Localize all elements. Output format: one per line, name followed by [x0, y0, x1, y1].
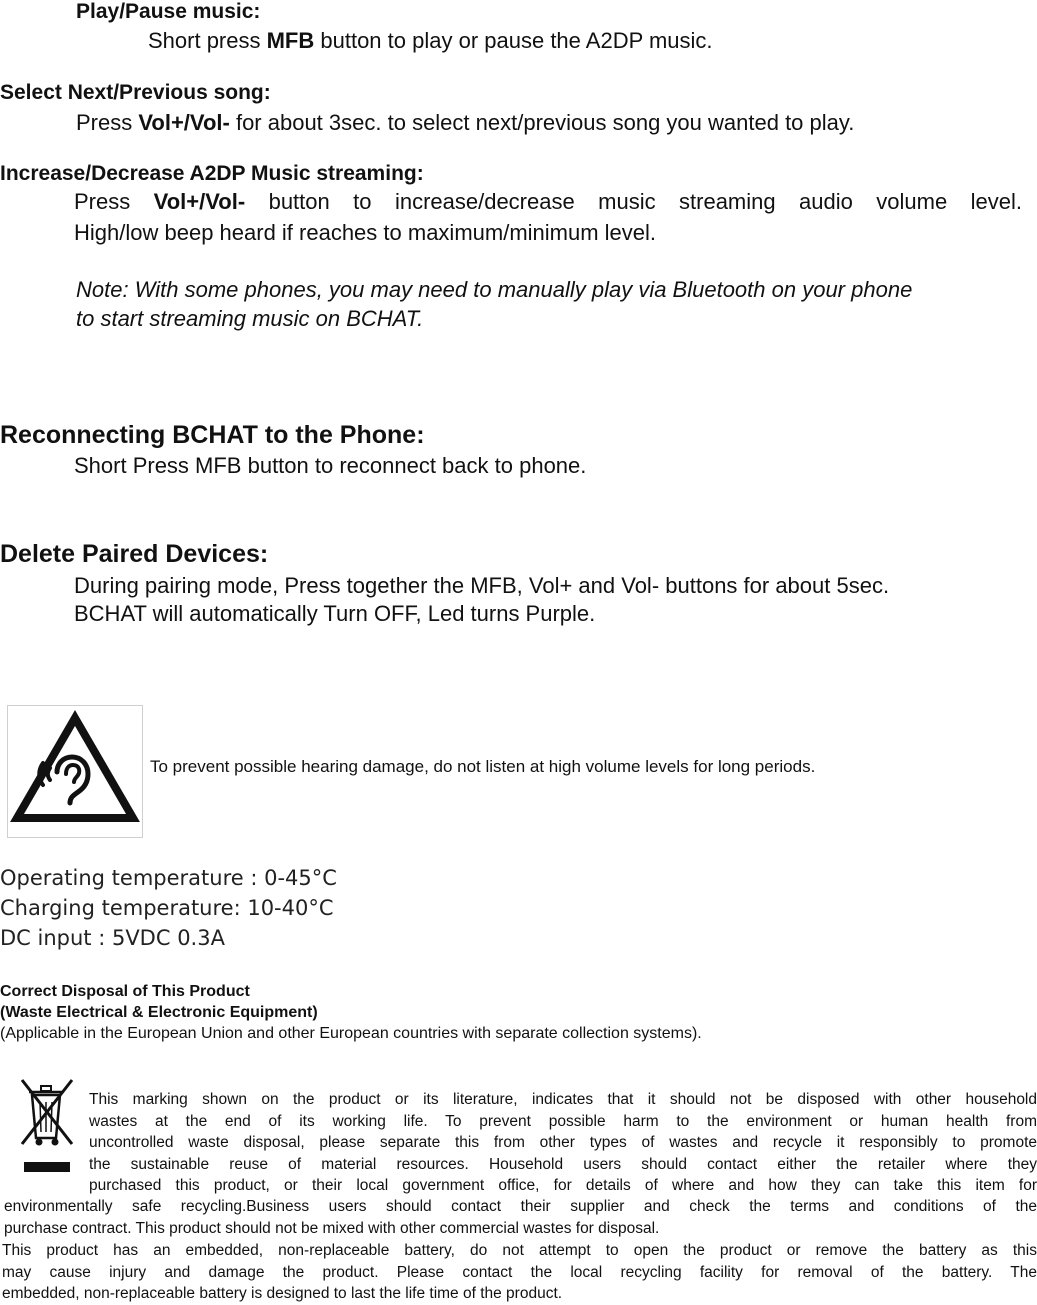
note-line-1: Note: With some phones, you may need to manually play via Bluetooth on your phone — [76, 277, 913, 302]
battery-paragraph — [2, 1240, 1037, 1305]
weee-bin-symbol — [18, 1078, 74, 1174]
volume-beep-text: High/low beep heard if reaches to maximum/minimum level. — [74, 220, 657, 245]
disposal-paragraph-1b — [4, 1196, 1037, 1239]
disposal-text-line: uncontrolled waste disposal, please separate this from other types of wastes and recycle it responsibly to promote — [89, 1134, 1037, 1151]
delete-paired-heading: Delete Paired Devices: — [0, 540, 269, 568]
crossed-out-bin-icon — [18, 1078, 74, 1174]
charging-temperature: Charging temperature: 10-40°C — [0, 896, 334, 920]
disposal-text-line: purchase contract. This product should not be mixed with other commercial wastes for disposal. — [4, 1219, 660, 1237]
hearing-damage-warning-icon — [8, 706, 142, 837]
disposal-text-line: wastes at the end of its working life. To prevent possible harm to the environment or human health from — [89, 1112, 1037, 1130]
battery-text-line: embedded, non-replaceable battery is designed to last the life time of the product. — [2, 1285, 563, 1302]
battery-text-line: may cause injury and damage the product. Please contact the local recycling facility for removal of the battery. The — [2, 1263, 1037, 1281]
hearing-warning-box — [7, 705, 143, 838]
disposal-applicable: (Applicable in the European Union and other European countries with separate collection systems). — [0, 1025, 702, 1042]
dc-input: DC input : 5VDC 0.3A — [0, 926, 225, 950]
play-pause-instruction: Short press MFB button to play or pause the A2DP music. — [148, 28, 713, 53]
delete-paired-line-2: BCHAT will automatically Turn OFF, Led turns Purple. — [74, 601, 596, 626]
next-prev-heading: Select Next/Previous song: — [0, 81, 271, 104]
volume-instruction: Press Vol+/Vol- button to increase/decrease music streaming audio volume level. — [74, 189, 1022, 214]
disposal-text-line: purchased this product, or their local government office, for details of where and how they can take this item for — [89, 1177, 1037, 1194]
volume-heading: Increase/Decrease A2DP Music streaming: — [0, 162, 424, 185]
disposal-text-line: This marking shown on the product or its literature, indicates that it should not be disposed with other household — [89, 1091, 1037, 1108]
play-pause-heading: Play/Pause music: — [76, 0, 261, 23]
reconnect-instruction: Short Press MFB button to reconnect back to phone. — [74, 453, 587, 478]
hearing-warning-text: To prevent possible hearing damage, do not listen at high volume levels for long periods. — [150, 757, 816, 776]
disposal-text-line: environmentally safe recycling.Business users should contact their supplier and check the terms and conditions of the — [4, 1198, 1037, 1215]
next-prev-instruction: Press Vol+/Vol- for about 3sec. to select next/previous song you wanted to play. — [76, 110, 855, 135]
delete-paired-line-1: During pairing mode, Press together the MFB, Vol+ and Vol- buttons for about 5sec. — [74, 573, 890, 598]
disposal-text-line: the sustainable reuse of material resources. Household users should contact either the retailer where they — [89, 1155, 1037, 1173]
disposal-title: Correct Disposal of This Product — [0, 983, 250, 1000]
note-line-2: to start streaming music on BCHAT. — [76, 306, 424, 331]
disposal-paragraph-1a — [89, 1089, 1037, 1197]
reconnect-heading: Reconnecting BCHAT to the Phone: — [0, 421, 425, 449]
operating-temperature: Operating temperature : 0-45°C — [0, 866, 337, 890]
battery-text-line: This product has an embedded, non-replaceable battery, do not attempt to open the product or remove the battery as this — [2, 1242, 1037, 1259]
disposal-subtitle: (Waste Electrical & Electronic Equipment) — [0, 1004, 318, 1021]
